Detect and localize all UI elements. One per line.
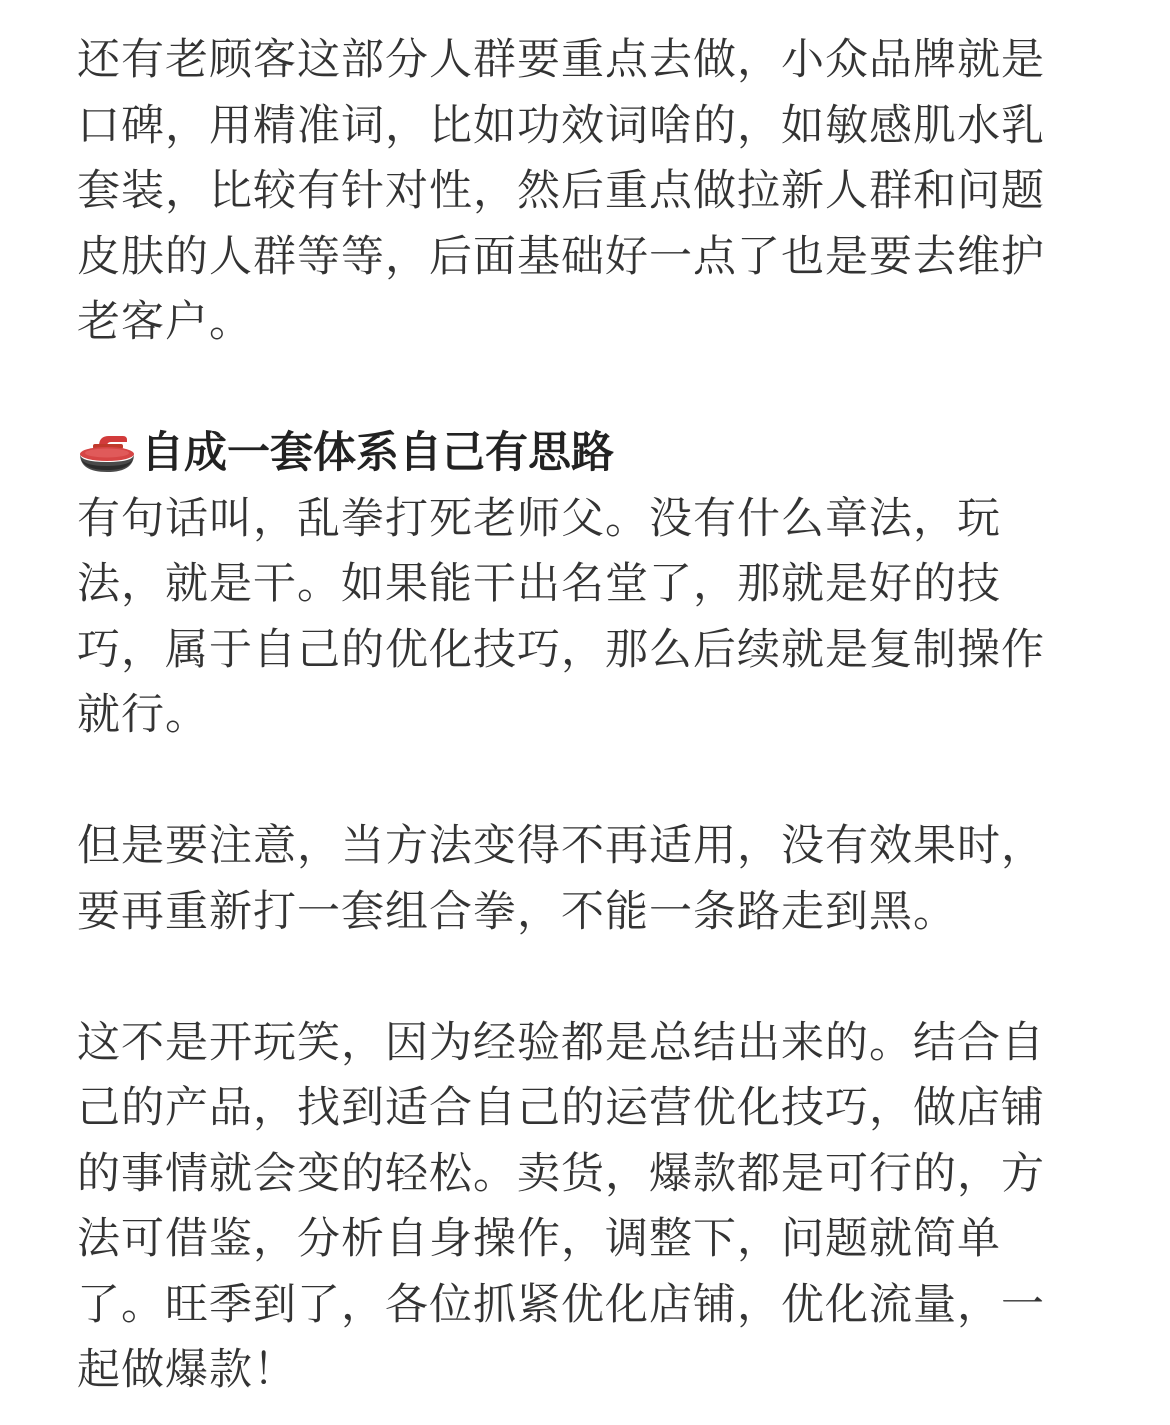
paragraph-conclusion: 这不是开玩笑，因为经验都是总结出来的。结合自己的产品，找到适合自己的运营优化技巧，做店铺的事情就会变的轻松。卖货，爆款都是可行的，方法可借鉴，分析自身操作，调整下，问题就简单了。旺季到了，各位抓紧优化店铺，优化流量，一起做爆款！ <box>77 1017 1045 1395</box>
paragraph-attention: 但是要注意，当方法变得不再适用，没有效果时，要再重新打一套组合拳，不能一条路走到黑。 <box>77 821 1045 937</box>
paragraph-spacer <box>77 945 1087 1011</box>
paragraph-spacer <box>77 356 1087 422</box>
paragraph-own-method: 有句话叫，乱拳打死老师父。没有什么章法，玩法，就是干。如果能干出名堂了，那就是好的技巧，属于自己的优化技巧，那么后续就是复制操作就行。 <box>77 493 1045 740</box>
curling-stone-icon <box>77 432 137 476</box>
paragraph-loyal-customers: 还有老顾客这部分人群要重点去做，小众品牌就是口碑，用精准词，比如功效词啥的，如敏感肌水乳套装，比较有针对性，然后重点做拉新人群和问题皮肤的人群等等，后面基础好一点了也是要去维护老客户。 <box>77 35 1045 347</box>
paragraph-spacer <box>77 749 1087 815</box>
article-body <box>77 28 1087 1404</box>
section-heading <box>77 421 1087 487</box>
section-heading-text: 自成一套体系自己有思路 <box>141 428 614 478</box>
